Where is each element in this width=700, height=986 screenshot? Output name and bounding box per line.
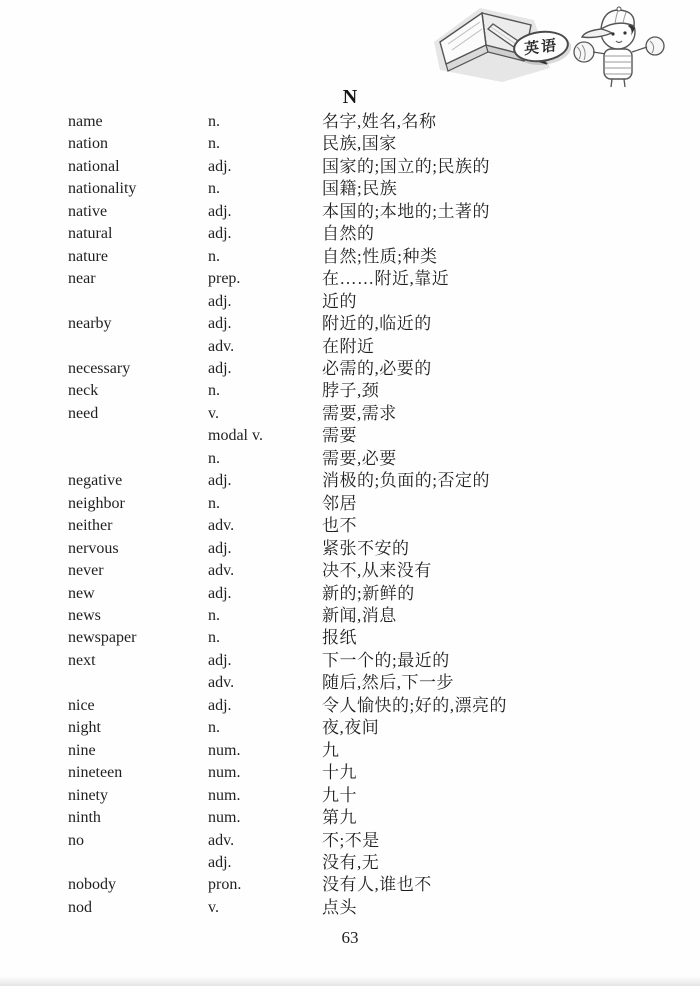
word-entry-row — [68, 358, 638, 380]
entry-meaning: 自然;性质;种类 — [322, 246, 438, 266]
entry-pos: prep. — [208, 270, 241, 288]
word-entry-row — [68, 627, 638, 649]
entry-pos: n. — [208, 449, 220, 467]
word-entry-row — [68, 268, 638, 290]
entry-meaning: 紧张不安的 — [322, 538, 410, 558]
entry-meaning: 消极的;负面的;否定的 — [322, 471, 490, 491]
word-entry-row — [68, 380, 638, 402]
entry-pos: n. — [208, 719, 220, 737]
word-entry-row — [68, 291, 638, 313]
word-entry-row — [68, 403, 638, 425]
section-heading: N — [342, 86, 358, 108]
entry-word: nine — [68, 741, 96, 759]
entry-meaning: 报纸 — [322, 628, 357, 648]
word-entry-row — [68, 560, 638, 582]
entry-meaning: 九 — [322, 740, 340, 760]
entry-word: natural — [68, 225, 113, 243]
entry-meaning: 不;不是 — [322, 830, 380, 850]
entry-word: never — [68, 562, 104, 580]
entry-meaning: 第九 — [322, 808, 357, 828]
entry-pos: n. — [208, 606, 220, 624]
entry-word: nation — [68, 135, 108, 153]
entry-pos: modal v. — [208, 427, 263, 445]
word-entry-row — [68, 223, 638, 245]
entry-word: nature — [68, 247, 108, 265]
entry-meaning: 在附近 — [322, 336, 375, 356]
word-entry-row — [68, 156, 638, 178]
entry-pos: adv. — [208, 831, 235, 849]
entry-pos: adj. — [208, 584, 232, 602]
entry-meaning: 需要,需求 — [322, 403, 397, 423]
entry-pos: n. — [208, 629, 220, 647]
entry-pos: adj. — [208, 472, 232, 490]
word-list — [68, 111, 638, 919]
entry-meaning: 新闻,消息 — [322, 605, 397, 625]
word-entry-row — [68, 111, 638, 133]
entry-pos: n. — [208, 382, 220, 400]
entry-word: neck — [68, 382, 99, 400]
word-entry-row — [68, 201, 638, 223]
entry-meaning: 名字,姓名,名称 — [322, 112, 437, 131]
entry-pos: adj. — [208, 225, 232, 243]
entry-pos: adv. — [208, 562, 235, 580]
entry-word: negative — [68, 472, 123, 490]
entry-word: neither — [68, 517, 113, 535]
entry-pos: adj. — [208, 651, 232, 669]
word-entry-row — [68, 740, 638, 762]
entry-meaning: 本国的;本地的;土著的 — [322, 201, 490, 221]
word-entry-row — [68, 762, 638, 784]
word-entry-row — [68, 807, 638, 829]
word-entry-row — [68, 717, 638, 739]
word-entry-row — [68, 133, 638, 155]
entry-pos: n. — [208, 180, 220, 198]
entry-meaning: 附近的,临近的 — [322, 314, 432, 334]
entry-word: ninth — [68, 809, 101, 827]
entry-pos: n. — [208, 494, 220, 512]
entry-meaning: 没有,无 — [322, 852, 380, 872]
entry-pos: v. — [208, 404, 219, 422]
entry-word: next — [68, 651, 96, 669]
entry-word — [68, 425, 208, 447]
entry-word — [68, 672, 208, 694]
entry-meaning: 夜,夜间 — [322, 718, 380, 738]
entry-word — [68, 448, 208, 470]
entry-pos: adj. — [208, 202, 232, 220]
entry-pos: adv. — [208, 517, 235, 535]
word-entry-row — [68, 470, 638, 492]
entry-pos: num. — [208, 764, 241, 782]
entry-meaning: 邻居 — [322, 493, 357, 513]
word-entry-row — [68, 605, 638, 627]
entry-pos: adv. — [208, 337, 235, 355]
entry-pos: adj. — [208, 853, 232, 871]
entry-word — [68, 291, 208, 313]
entry-word: newspaper — [68, 629, 137, 647]
entry-word: need — [68, 404, 99, 422]
entry-meaning: 新的;新鲜的 — [322, 583, 415, 603]
word-entry-row — [68, 874, 638, 896]
entry-pos: adj. — [208, 315, 232, 333]
entry-word: nationality — [68, 180, 137, 198]
entry-pos: adv. — [208, 674, 235, 692]
entry-word: near — [68, 270, 96, 288]
entry-meaning: 民族,国家 — [322, 134, 397, 154]
entry-pos: adj. — [208, 292, 232, 310]
entry-meaning: 国籍;民族 — [322, 179, 398, 199]
entry-word: neighbor — [68, 494, 125, 512]
entry-meaning: 令人愉快的;好的,漂亮的 — [322, 695, 507, 715]
entry-word: ninety — [68, 786, 108, 804]
entry-pos: n. — [208, 247, 220, 265]
entry-pos: num. — [208, 741, 241, 759]
entry-pos: num. — [208, 809, 241, 827]
entry-meaning: 十九 — [322, 763, 357, 783]
entry-word: native — [68, 202, 108, 220]
entry-word: national — [68, 157, 120, 175]
word-entry-row — [68, 448, 638, 470]
entry-pos: adj. — [208, 539, 232, 557]
header-illustration — [425, 0, 675, 95]
entry-pos: n. — [208, 113, 220, 130]
entry-meaning: 在……附近,靠近 — [322, 269, 450, 289]
entry-word: nervous — [68, 539, 119, 557]
entry-word: necessary — [68, 359, 131, 377]
word-entry-row — [68, 897, 638, 919]
entry-pos: adj. — [208, 696, 232, 714]
entry-pos: num. — [208, 786, 241, 804]
entry-meaning: 国家的;国立的;民族的 — [322, 156, 490, 176]
word-entry-row — [68, 178, 638, 200]
entry-word: no — [68, 831, 84, 849]
word-entry-row — [68, 852, 638, 874]
entry-meaning: 决不,从来没有 — [322, 561, 432, 581]
entry-meaning: 需要,必要 — [322, 448, 397, 468]
entry-pos: n. — [208, 135, 220, 153]
word-entry-row — [68, 695, 638, 717]
cartoon-boy-with-cap-icon — [570, 2, 670, 92]
entry-meaning: 必需的,必要的 — [322, 358, 432, 378]
entry-meaning: 自然的 — [322, 224, 375, 244]
entry-meaning: 没有人,谁也不 — [322, 875, 432, 895]
entry-word: nobody — [68, 876, 116, 894]
entry-word: nineteen — [68, 764, 123, 782]
entry-meaning: 脖子,颈 — [322, 381, 380, 401]
word-entry-row — [68, 672, 638, 694]
entry-meaning: 需要 — [322, 426, 357, 446]
entry-pos: pron. — [208, 876, 242, 894]
word-entry-row — [68, 313, 638, 335]
word-entry-row — [68, 785, 638, 807]
entry-pos: adj. — [208, 359, 232, 377]
entry-word: night — [68, 719, 101, 737]
subject-badge-label: 英语 — [523, 37, 559, 59]
word-entry-row — [68, 425, 638, 447]
entry-word — [68, 852, 208, 874]
word-entry-row — [68, 538, 638, 560]
entry-word: news — [68, 606, 101, 624]
entry-pos: v. — [208, 898, 219, 916]
word-entry-row — [68, 336, 638, 358]
entry-meaning: 近的 — [322, 291, 357, 311]
entry-word: nearby — [68, 315, 112, 333]
entry-meaning: 九十 — [322, 785, 357, 805]
entry-meaning: 随后,然后,下一步 — [322, 673, 454, 693]
entry-word: name — [68, 113, 103, 130]
entry-word: nice — [68, 696, 95, 714]
word-entry-row — [68, 650, 638, 672]
entry-word — [68, 336, 208, 358]
entry-pos: adj. — [208, 157, 232, 175]
entry-meaning: 点头 — [322, 897, 357, 917]
word-entry-row — [68, 583, 638, 605]
entry-word: nod — [68, 898, 92, 916]
word-entry-row — [68, 830, 638, 852]
word-entry-row — [68, 246, 638, 268]
entry-meaning: 下一个的;最近的 — [322, 650, 450, 670]
entry-word: new — [68, 584, 95, 602]
page-number: 63 — [341, 928, 359, 947]
word-entry-row — [68, 493, 638, 515]
word-entry-row — [68, 515, 638, 537]
entry-meaning: 也不 — [322, 516, 357, 536]
